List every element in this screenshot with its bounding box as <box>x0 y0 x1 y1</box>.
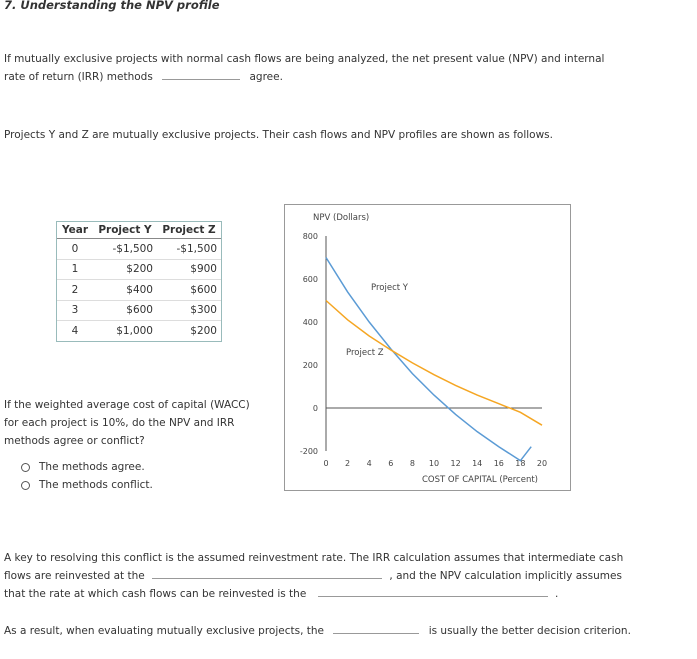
year-cell: 3 <box>57 300 93 321</box>
option-label: The methods conflict. <box>39 479 153 491</box>
y-tick-label: 0 <box>312 404 318 413</box>
q2-line2: for each project is 10%, do the NPV and IRR <box>4 417 235 429</box>
x-tick-label: 18 <box>515 459 526 468</box>
q1-line1: If mutually exclusive projects with normal cash flows are being analyzed, the net present value (NPV) and internal <box>4 53 605 65</box>
x-tick-label: 14 <box>472 459 483 468</box>
x-tick-label: 6 <box>388 459 394 468</box>
x-axis-label: COST OF CAPITAL (Percent) <box>422 475 538 485</box>
radio-button[interactable] <box>21 481 30 490</box>
option-label: The methods agree. <box>39 461 145 473</box>
table-header-row <box>57 222 221 239</box>
question-4 <box>4 622 694 640</box>
page-title: 7. Understanding the NPV profile <box>4 0 220 12</box>
table-row <box>57 239 221 260</box>
project-y-cell: $200 <box>93 259 157 280</box>
year-cell: 2 <box>57 280 93 301</box>
q2-options <box>21 458 153 494</box>
x-tick-label: 4 <box>366 459 372 468</box>
q1-line2 <box>4 68 694 86</box>
q1-answer-blank[interactable] <box>162 68 240 80</box>
project-y-cell: $1,000 <box>93 321 157 341</box>
project-z-cell: $300 <box>157 300 221 321</box>
table-row <box>57 300 221 321</box>
x-tick-label: 10 <box>428 459 440 468</box>
question-3 <box>4 549 694 603</box>
y-tick-label: 600 <box>302 275 318 284</box>
npv-chart-svg <box>285 205 570 490</box>
x-tick-label: 0 <box>323 459 329 468</box>
project-z-cell: -$1,500 <box>176 242 217 255</box>
year-cell: 4 <box>57 321 93 341</box>
series-line-project-z <box>326 301 542 426</box>
q3-line2-before: flows are reinvested at the <box>4 570 145 582</box>
project-z-label: Project Z <box>346 348 384 358</box>
q3-line2-after: , and the NPV calculation implicitly assumes <box>389 570 622 582</box>
cash-flow-table <box>56 221 222 342</box>
q1-after-text: agree. <box>249 71 283 83</box>
question-1 <box>4 50 694 86</box>
x-tick-label: 2 <box>345 459 351 468</box>
option-methods-conflict[interactable] <box>21 476 153 494</box>
x-tick-label: 16 <box>493 459 504 468</box>
table-row <box>57 259 221 280</box>
project-z-cell: $900 <box>157 259 221 280</box>
x-tick-label: 20 <box>536 459 548 468</box>
y-tick-label: 800 <box>302 232 318 241</box>
q1-line2-text: rate of return (IRR) methods <box>4 71 153 83</box>
project-z-cell: $200 <box>157 321 221 341</box>
project-z-cell: $600 <box>157 280 221 301</box>
series-line-project-y <box>326 258 531 461</box>
project-y-label: Project Y <box>371 283 408 293</box>
q3-line3 <box>4 585 694 603</box>
project-y-cell: -$1,500 <box>112 242 153 255</box>
intro-text: Projects Y and Z are mutually exclusive projects. Their cash flows and NPV profiles are shown as follows. <box>4 129 553 141</box>
radio-button[interactable] <box>21 463 30 472</box>
q2-line1: If the weighted average cost of capital (WACC) <box>4 399 250 411</box>
year-cell: 0 <box>71 242 79 255</box>
header-project-z: Project Z <box>157 222 221 239</box>
q2-line3: methods agree or conflict? <box>4 435 145 447</box>
q3-blank-1[interactable] <box>152 567 382 579</box>
q3-line2 <box>4 567 694 585</box>
x-tick-label: 8 <box>409 459 415 468</box>
q4-before: As a result, when evaluating mutually exclusive projects, the <box>4 625 324 637</box>
q3-blank-2[interactable] <box>318 585 548 597</box>
table-row <box>57 321 221 341</box>
q4-after: is usually the better decision criterion. <box>428 625 631 637</box>
q3-line3-before: that the rate at which cash flows can be reinvested is the <box>4 588 307 600</box>
project-y-cell: $400 <box>93 280 157 301</box>
y-tick-label: 200 <box>302 361 318 370</box>
project-y-cell: $600 <box>93 300 157 321</box>
q4-blank[interactable] <box>333 622 419 634</box>
npv-profile-chart <box>284 204 571 491</box>
q3-line3-after: . <box>554 588 559 600</box>
y-tick-label: 400 <box>302 318 318 327</box>
header-year: Year <box>57 222 93 239</box>
header-project-y: Project Y <box>93 222 157 239</box>
option-methods-agree[interactable] <box>21 458 153 476</box>
x-tick-label: 12 <box>450 459 461 468</box>
y-tick-label: -200 <box>299 447 318 456</box>
year-cell: 1 <box>57 259 93 280</box>
chart-title: NPV (Dollars) <box>313 213 370 223</box>
question-2 <box>4 396 250 450</box>
table-row <box>57 280 221 301</box>
q3-line1: A key to resolving this conflict is the assumed reinvestment rate. The IRR calculation assumes that intermediate cash <box>4 552 624 564</box>
